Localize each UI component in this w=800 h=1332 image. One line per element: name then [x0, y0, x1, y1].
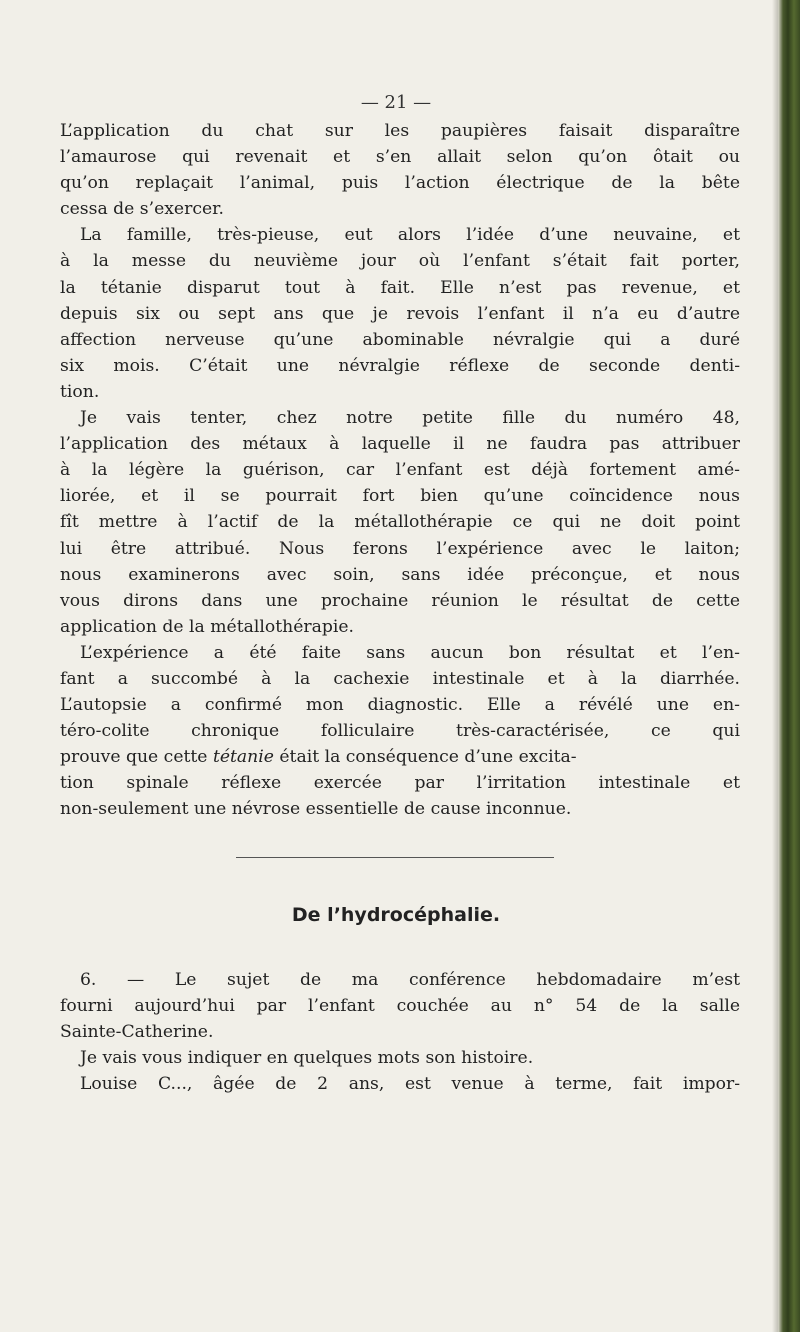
text-line: non-seulement une névrose essentielle de cause inconnue.	[60, 799, 572, 820]
text-line: fourni aujourd’hui par l’enfant couchée au n° 54 de la salle	[60, 996, 740, 1017]
text-line: vous dirons dans une prochaine réunion le résultat de cette	[60, 590, 740, 611]
book-binding-edge	[778, 0, 800, 1332]
text-line: application de la métallothérapie.	[60, 616, 354, 637]
text-line: L’expérience a été faite sans aucun bon résultat et l’en-	[80, 642, 740, 663]
text-line: Sainte-Catherine.	[60, 1022, 214, 1043]
section-heading: De l’hydrocéphalie.	[291, 904, 501, 926]
page-number: — 21 —	[360, 92, 432, 113]
text-line: affection nerveuse qu’une abominable névralgie qui a duré	[60, 329, 740, 350]
text-line-mixed	[60, 744, 740, 770]
text-line: l’application des métaux à laquelle il ne faudra pas attribuer	[60, 434, 740, 455]
text-line: L’autopsie a confirmé mon diagnostic. Elle a révélé une en-	[60, 695, 740, 716]
text-line: Je vais vous indiquer en quelques mots son histoire.	[80, 1048, 534, 1069]
text-line: Louise C..., âgée de 2 ans, est venue à terme, fait impor-	[80, 1074, 740, 1095]
text-line: fant a succombé à la cachexie intestinale et à la diarrhée.	[60, 668, 740, 689]
text-line: Je vais tenter, chez notre petite fille du numéro 48,	[80, 408, 740, 429]
text-line: liorée, et il se pourrait fort bien qu’une coïncidence nous	[60, 486, 740, 507]
text-line: à la légère la guérison, car l’enfant est déjà fortement amé-	[60, 460, 740, 481]
text-line: L’application du chat sur les paupières faisait disparaître	[60, 121, 740, 141]
text-line: l’amaurose qui revenait et s’en allait selon qu’on ôtait ou	[60, 147, 740, 168]
text-line: fît mettre à l’actif de la métallothérapie ce qui ne doit point	[60, 512, 740, 533]
text-line: cessa de s’exercer.	[60, 199, 224, 220]
text-line: lui être attribué. Nous ferons l’expérience avec le laiton;	[60, 538, 740, 559]
text-line: téro-colite chronique folliculaire très-caractérisée, ce qui	[60, 721, 740, 742]
italic-term: tétanie	[212, 747, 274, 768]
text-line: six mois. C’était une névralgie réflexe de seconde denti-	[60, 355, 740, 376]
text-fragment: prouve que cette	[60, 747, 213, 768]
section-divider	[236, 857, 554, 858]
body-text-section-2	[60, 967, 740, 1097]
text-line: depuis six ou sept ans que je revois l’enfant il n’a eu d’autre	[60, 303, 740, 324]
text-line: 6. — Le sujet de ma conférence hebdomadaire m’est	[80, 970, 740, 990]
text-line: tion.	[60, 381, 100, 402]
text-line: à la messe du neuvième jour où l’enfant s’était fait porter,	[60, 251, 740, 272]
body-text-section-1	[60, 118, 740, 823]
text-line: qu’on replaçait l’animal, puis l’action électrique de la bête	[60, 173, 740, 194]
text-line: tion spinale réflexe exercée par l’irritation intestinale et	[60, 773, 740, 794]
text-fragment: était la conséquence d’une excita-	[273, 747, 577, 768]
text-line: nous examinerons avec soin, sans idée préconçue, et nous	[60, 564, 740, 585]
text-line: La famille, très-pieuse, eut alors l’idée d’une neuvaine, et	[80, 225, 740, 246]
text-line: la tétanie disparut tout à fait. Elle n’est pas revenue, et	[60, 277, 740, 298]
